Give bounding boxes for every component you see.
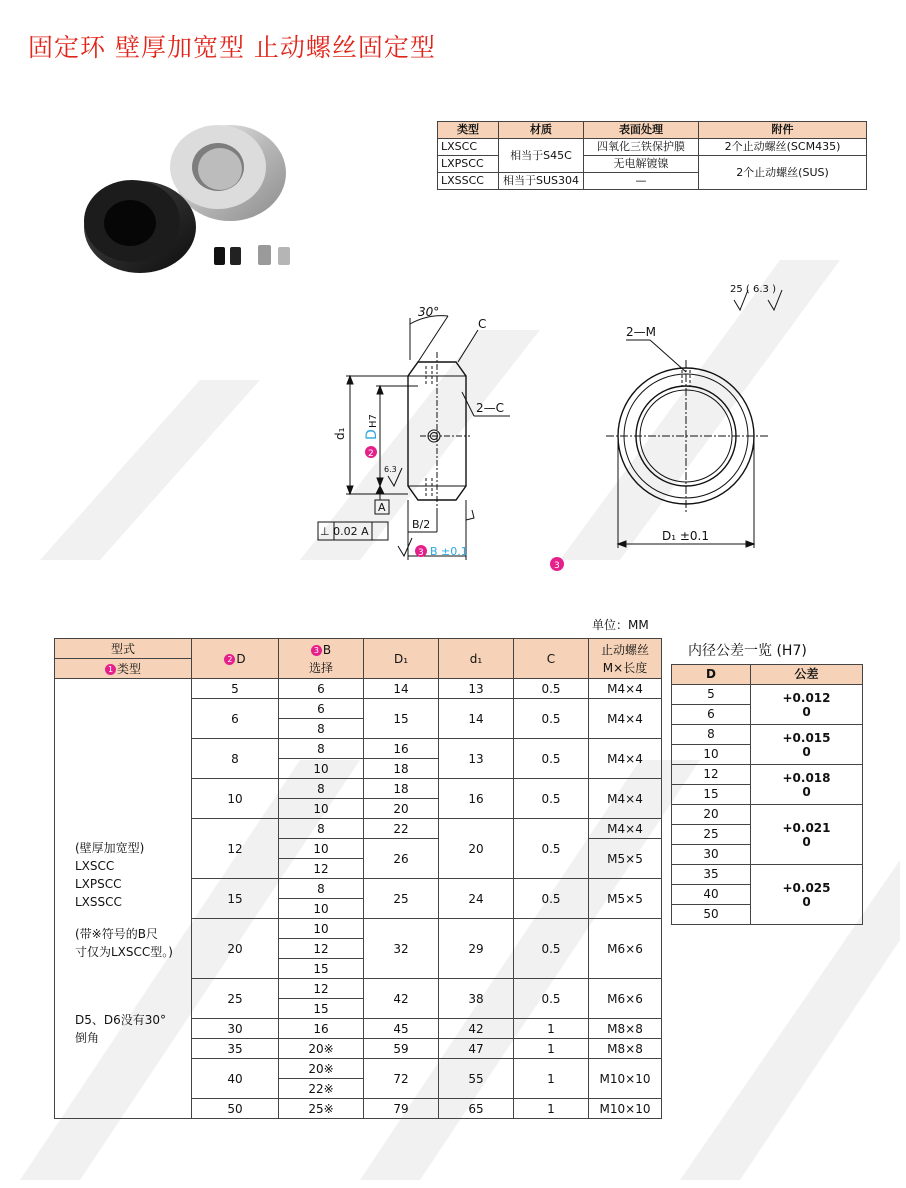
tol-cell-d: 35	[672, 865, 751, 885]
cell-b: 8	[279, 819, 364, 839]
header-b-label: B	[322, 642, 332, 657]
cell-d1: 24	[439, 879, 514, 919]
cell-b: 16	[279, 1019, 364, 1039]
cell-b: 10	[279, 899, 364, 919]
header-d1: d₁	[439, 639, 514, 679]
cell-c: 1	[514, 1019, 589, 1039]
cell-c: 0.5	[514, 699, 589, 739]
type-line: LXSSCC	[75, 895, 122, 909]
tol-cell-d: 12	[672, 765, 751, 785]
cell-c: 1	[514, 1039, 589, 1059]
cell-D1: 26	[364, 839, 439, 879]
cell-b: 20※	[279, 1039, 364, 1059]
cell-d1: 65	[439, 1099, 514, 1119]
b-half-label: B/2	[412, 518, 431, 531]
cell-screw: M10×10	[589, 1099, 662, 1119]
cell-b: 10	[279, 839, 364, 859]
tol-cell-d: 15	[672, 785, 751, 805]
cell-screw: M5×5	[589, 839, 662, 879]
cell-D1: 22	[364, 819, 439, 839]
cell-screw: M6×6	[589, 979, 662, 1019]
mat-surface: 四氧化三铁保护膜	[584, 139, 699, 156]
cell-D1: 18	[364, 759, 439, 779]
h7-label: H7	[368, 414, 379, 428]
cell-d1: 16	[439, 779, 514, 819]
cell-D1: 15	[364, 699, 439, 739]
cell-d: 20	[192, 919, 279, 979]
cell-screw: M4×4	[589, 819, 662, 839]
cell-b: 12	[279, 939, 364, 959]
cell-screw: M8×8	[589, 1039, 662, 1059]
table-row	[672, 805, 863, 825]
badge-1: 1	[105, 664, 116, 675]
perpendicularity-label: ⊥ 0.02 A	[320, 525, 369, 538]
mat-header-surface: 表面处理	[584, 122, 699, 139]
cell-b: 8	[279, 879, 364, 899]
cell-D1: 18	[364, 779, 439, 799]
cell-b: 20※	[279, 1059, 364, 1079]
badge-3-legend-number: 3	[554, 561, 560, 571]
tol-header-tol: 公差	[751, 665, 863, 685]
type-line: (带※符号的B尺	[75, 927, 158, 941]
cell-d1: 55	[439, 1059, 514, 1099]
header-type	[55, 659, 192, 679]
cell-c: 0.5	[514, 819, 589, 879]
header-b-sub: 选择	[308, 660, 333, 675]
b-tolerance-label: B ±0.1	[430, 545, 468, 558]
tol-cell-d: 40	[672, 885, 751, 905]
tol-upper: +0.015	[782, 730, 831, 745]
type-line: (壁厚加宽型)	[75, 841, 145, 855]
d1-label: d₁	[333, 427, 347, 440]
badge-3-number: 3	[418, 548, 424, 558]
cell-d: 40	[192, 1059, 279, 1099]
cell-c: 0.5	[514, 739, 589, 779]
cell-d: 6	[192, 699, 279, 739]
dimension-table	[54, 638, 662, 1119]
cell-b: 12	[279, 979, 364, 999]
two-m-label: 2—M	[626, 325, 656, 339]
table-row	[672, 725, 863, 745]
tol-lower: 0	[802, 784, 811, 799]
roughness-spec: 25 ( 6.3 )	[730, 284, 776, 295]
cell-D1: 79	[364, 1099, 439, 1119]
cell-D1: 45	[364, 1019, 439, 1039]
tol-upper: +0.018	[782, 770, 831, 785]
tol-cell-value	[751, 765, 863, 805]
cell-d1: 42	[439, 1019, 514, 1039]
header-D1: D₁	[364, 639, 439, 679]
cell-screw: M6×6	[589, 919, 662, 979]
tol-cell-d: 20	[672, 805, 751, 825]
cell-c: 0.5	[514, 679, 589, 699]
cell-d: 30	[192, 1019, 279, 1039]
mat-header-material: 材质	[499, 122, 584, 139]
tol-upper: +0.021	[782, 820, 831, 835]
cell-D1: 20	[364, 799, 439, 819]
two-chamfer-label: 2—C	[476, 401, 505, 415]
header-model: 型式	[55, 639, 192, 659]
header-c: C	[514, 639, 589, 679]
cell-b: 12	[279, 859, 364, 879]
tol-lower: 0	[802, 704, 811, 719]
cell-D1: 59	[364, 1039, 439, 1059]
cell-d: 25	[192, 979, 279, 1019]
cell-c: 0.5	[514, 779, 589, 819]
mat-type: LXPSCC	[438, 156, 499, 173]
mat-material: 相当于SUS304	[499, 173, 584, 190]
mat-material: 相当于S45C	[499, 139, 584, 173]
mat-surface: 无电解镀镍	[584, 156, 699, 173]
cell-D1: 32	[364, 919, 439, 979]
mat-header-accessory: 附件	[699, 122, 867, 139]
type-line: 倒角	[75, 1031, 100, 1045]
cell-d: 10	[192, 779, 279, 819]
cell-screw: M10×10	[589, 1059, 662, 1099]
cell-screw: M4×4	[589, 699, 662, 739]
cell-d1: 13	[439, 679, 514, 699]
cell-d1: 47	[439, 1039, 514, 1059]
cell-screw: M4×4	[589, 739, 662, 779]
type-line: 寸仅为LXSCC型。)	[75, 945, 173, 959]
tol-cell-d: 30	[672, 845, 751, 865]
cell-b: 10	[279, 919, 364, 939]
tol-lower: 0	[802, 744, 811, 759]
badge-2-number: 2	[368, 449, 374, 459]
mat-accessory: 2个止动螺丝(SCM435)	[699, 139, 867, 156]
cell-b: 8	[279, 719, 364, 739]
cell-d1: 13	[439, 739, 514, 779]
type-line: LXSCC	[75, 859, 115, 873]
header-screw-2: M×长度	[602, 660, 648, 675]
cell-D1: 16	[364, 739, 439, 759]
cell-b: 22※	[279, 1079, 364, 1099]
cell-b: 10	[279, 799, 364, 819]
page-title: 固定环 壁厚加宽型 止动螺丝固定型	[28, 33, 436, 62]
badge-2: 2	[224, 654, 235, 665]
header-b	[279, 639, 364, 679]
cell-d1: 20	[439, 819, 514, 879]
cell-b: 15	[279, 999, 364, 1019]
tolerance-table	[671, 664, 863, 925]
cell-d: 8	[192, 739, 279, 779]
cell-d1: 14	[439, 699, 514, 739]
mat-type: LXSCC	[438, 139, 499, 156]
cell-b: 10	[279, 759, 364, 779]
cell-d1: 38	[439, 979, 514, 1019]
tol-cell-d: 5	[672, 685, 751, 705]
cell-c: 0.5	[514, 979, 589, 1019]
roughness-label: 6.3	[384, 465, 397, 474]
cell-D1: 14	[364, 679, 439, 699]
angle-label: 30°	[418, 305, 440, 319]
table-row	[672, 865, 863, 885]
cell-d1: 29	[439, 919, 514, 979]
tol-cell-d: 6	[672, 705, 751, 725]
cell-D1: 25	[364, 879, 439, 919]
unit-label: 单位：MM	[592, 618, 649, 632]
cell-b: 15	[279, 959, 364, 979]
chamfer-label: C	[478, 317, 487, 331]
cell-b: 6	[279, 679, 364, 699]
mat-type: LXSSCC	[438, 173, 499, 190]
header-screw	[589, 639, 662, 679]
cell-b: 8	[279, 779, 364, 799]
tolerance-title: 内径公差一览 (H7)	[688, 643, 807, 659]
type-line: D5、D6没有30°	[75, 1013, 167, 1027]
tol-cell-d: 50	[672, 905, 751, 925]
tol-cell-d: 8	[672, 725, 751, 745]
cell-d: 50	[192, 1099, 279, 1119]
cell-b: 8	[279, 739, 364, 759]
tol-cell-value	[751, 725, 863, 765]
cell-c: 1	[514, 1099, 589, 1119]
tol-lower: 0	[802, 894, 811, 909]
cell-d: 35	[192, 1039, 279, 1059]
tol-cell-d: 10	[672, 745, 751, 765]
tol-upper: +0.025	[782, 880, 831, 895]
cell-d: 12	[192, 819, 279, 879]
tol-cell-value	[751, 865, 863, 925]
cell-D1: 72	[364, 1059, 439, 1099]
type-line: LXPSCC	[75, 877, 122, 891]
cell-D1: 42	[364, 979, 439, 1019]
tol-lower: 0	[802, 834, 811, 849]
bore-label: D	[364, 429, 380, 440]
table-row	[672, 765, 863, 785]
cell-c: 0.5	[514, 879, 589, 919]
type-description	[55, 679, 192, 1119]
D1-label: D₁ ±0.1	[662, 529, 710, 543]
header-screw-1: 止动螺丝	[600, 642, 649, 657]
cell-b: 6	[279, 699, 364, 719]
tol-header-d: D	[672, 665, 751, 685]
cell-c: 0.5	[514, 919, 589, 979]
tol-upper: +0.012	[782, 690, 831, 705]
cell-c: 1	[514, 1059, 589, 1099]
cell-screw: M4×4	[589, 679, 662, 699]
tol-cell-d: 25	[672, 825, 751, 845]
cell-screw: M4×4	[589, 779, 662, 819]
cell-screw: M8×8	[589, 1019, 662, 1039]
header-d	[192, 639, 279, 679]
cell-screw: M5×5	[589, 879, 662, 919]
cell-b: 25※	[279, 1099, 364, 1119]
table-row	[55, 679, 662, 699]
datum-a-label: A	[378, 501, 386, 514]
tol-cell-value	[751, 685, 863, 725]
header-d-label: D	[236, 651, 246, 666]
header-type-label: 类型	[116, 661, 141, 676]
mat-surface: —	[584, 173, 699, 190]
tol-cell-value	[751, 805, 863, 865]
mat-accessory: 2个止动螺丝(SUS)	[699, 156, 867, 190]
cell-d: 5	[192, 679, 279, 699]
badge-3: 3	[311, 645, 322, 656]
mat-header-type: 类型	[438, 122, 499, 139]
cell-d: 15	[192, 879, 279, 919]
table-row	[672, 685, 863, 705]
